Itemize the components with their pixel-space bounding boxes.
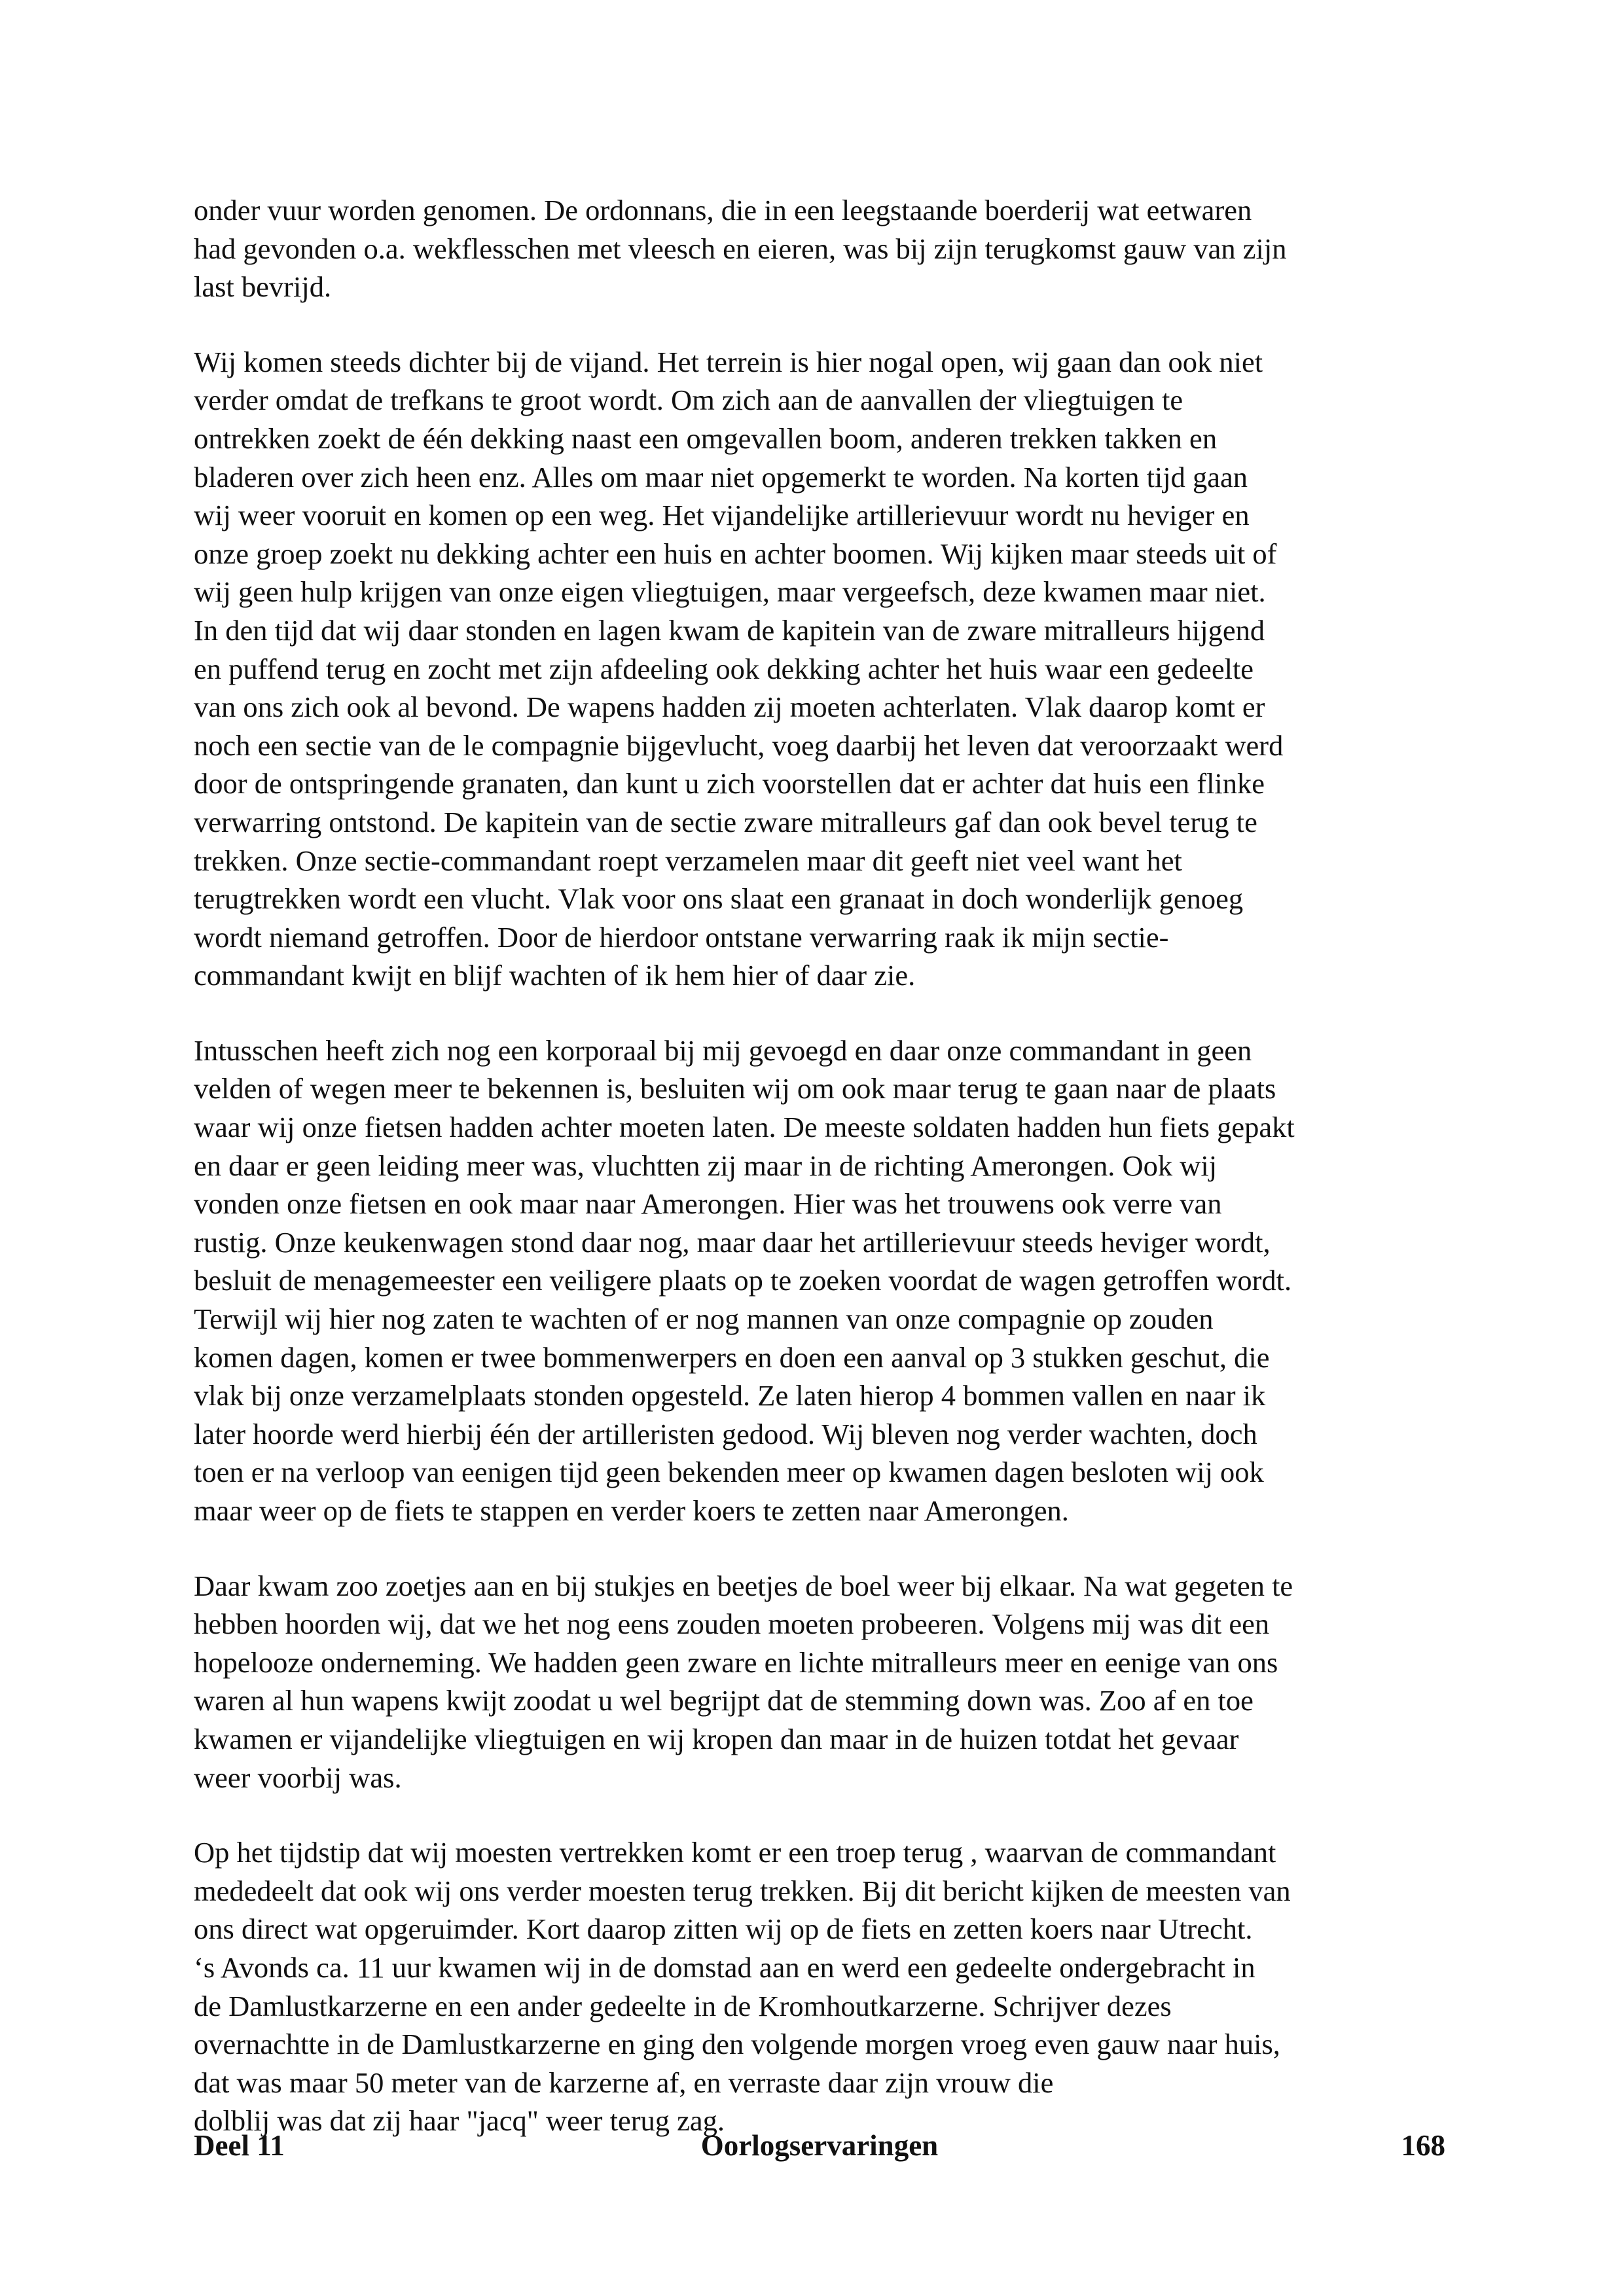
text-line: mededeelt dat ook wij ons verder moesten terug trekken. Bij dit bericht kijken de meesten van xyxy=(194,1874,1291,1907)
text-line: toen er na verloop van eenigen tijd geen bekenden meer op kwamen dagen besloten wij ook xyxy=(194,1456,1264,1489)
text-line: terugtrekken wordt een vlucht. Vlak voor ons slaat een granaat in doch wonderlijk genoeg xyxy=(194,882,1244,916)
text-line: last bevrijd. xyxy=(194,270,332,304)
paragraph xyxy=(194,1833,1445,2140)
text-line: Intusschen heeft zich nog een korporaal bij mij gevoegd en daar onze commandant in geen xyxy=(194,1033,1252,1067)
paragraph xyxy=(194,1567,1445,1797)
text-line: had gevonden o.a. wekflesschen met vleesch en eieren, was bij zijn terugkomst gauw van zijn xyxy=(194,232,1287,265)
text-line: Daar kwam zoo zoetjes aan en bij stukjes en beetjes de boel weer bij elkaar. Na wat gegeten te xyxy=(194,1569,1293,1602)
text-line: besluit de menagemeester een veiligere plaats op te zoeken voordat de wagen getroffen wordt. xyxy=(194,1264,1292,1297)
paragraph xyxy=(194,191,1445,306)
text-line: en daar er geen leiding meer was, vluchtten zij maar in de richting Amerongen. Ook wij xyxy=(194,1149,1218,1182)
page-footer xyxy=(194,2126,1445,2165)
text-line: weer voorbij was. xyxy=(194,1761,402,1794)
text-line: Wij komen steeds dichter bij de vijand. Het terrein is hier nogal open, wij gaan dan ook niet xyxy=(194,345,1263,378)
text-line: hebben hoorden wij, dat we het nog eens zouden moeten probeeren. Volgens mij was dit een xyxy=(194,1607,1270,1641)
document-body xyxy=(194,191,1445,2177)
text-line: de Damlustkarzerne en een ander gedeelte in de Kromhoutkarzerne. Schrijver dezes xyxy=(194,1989,1172,2022)
text-line: onder vuur worden genomen. De ordonnans, die in een leegstaande boerderij wat eetwaren xyxy=(194,194,1252,226)
text-line: commandant kwijt en blijf wachten of ik hem hier of daar zie. xyxy=(194,959,916,992)
text-line: kwamen er vijandelijke vliegtuigen en wij kropen dan maar in de huizen totdat het gevaar xyxy=(194,1722,1239,1755)
footer-page-number: 168 xyxy=(1401,2129,1445,2162)
text-line: overnachtte in de Damlustkarzerne en ging den volgende morgen vroeg even gauw naar huis, xyxy=(194,2028,1280,2061)
text-line: waren al hun wapens kwijt zoodat u wel begrijpt dat de stemming down was. Zoo af en toe xyxy=(194,1684,1254,1717)
text-line: later hoorde werd hierbij één der artilleristen gedood. Wij bleven nog verder wachten, doch xyxy=(194,1417,1257,1450)
text-line: vonden onze fietsen en ook maar naar Amerongen. Hier was het trouwens ook verre van xyxy=(194,1187,1222,1221)
text-line: ons direct wat opgeruimder. Kort daarop zitten wij op de fiets en zetten koers naar Utrecht. xyxy=(194,1912,1253,1946)
footer-part-label: Deel 11 xyxy=(194,2129,285,2162)
text-line: velden of wegen meer te bekennen is, besluiten wij om ook maar terug te gaan naar de plaats xyxy=(194,1072,1276,1105)
text-line: maar weer op de fiets te stappen en verder koers te zetten naar Amerongen. xyxy=(194,1494,1069,1527)
text-line: ontrekken zoekt de één dekking naast een omgevallen boom, anderen trekken takken en xyxy=(194,422,1218,455)
text-line: verwarring ontstond. De kapitein van de sectie zware mitralleurs gaf dan ook bevel terug te xyxy=(194,805,1257,838)
text-line: van ons zich ook al bevond. De wapens hadden zij moeten achterlaten. Vlak daarop komt er xyxy=(194,691,1265,724)
text-line: rustig. Onze keukenwagen stond daar nog, maar daar het artillerievuur steeds heviger wordt, xyxy=(194,1225,1271,1259)
text-line: dolblij was dat zij haar "jacq" weer terug zag. xyxy=(194,2104,725,2138)
text-line: ‘s Avonds ca. 11 uur kwamen wij in de domstad aan en werd een gedeelte ondergebracht in xyxy=(194,1950,1255,1984)
text-line: verder omdat de trefkans te groot wordt. Om zich aan de aanvallen der vliegtuigen te xyxy=(194,384,1183,417)
text-line: hopelooze onderneming. We hadden geen zware en lichte mitralleurs meer en eenige van ons xyxy=(194,1645,1278,1679)
text-line: In den tijd dat wij daar stonden en lagen kwam de kapitein van de zware mitralleurs hijgend xyxy=(194,613,1265,647)
text-line: bladeren over zich heen enz. Alles om maar niet opgemerkt te worden. Na korten tijd gaan xyxy=(194,460,1248,493)
text-line: Terwijl wij hier nog zaten te wachten of er nog mannen van onze compagnie op zouden xyxy=(194,1302,1214,1336)
text-line: Op het tijdstip dat wij moesten vertrekken komt er een troep terug , waarvan de commandant xyxy=(194,1836,1276,1869)
text-line: waar wij onze fietsen hadden achter moeten laten. De meeste soldaten hadden hun fiets gepakt xyxy=(194,1111,1295,1144)
text-line: en puffend terug en zocht met zijn afdeeling ook dekking achter het huis waar een gedeelte xyxy=(194,652,1254,685)
paragraph xyxy=(194,343,1445,995)
text-line: dat was maar 50 meter van de karzerne af, en verraste daar zijn vrouw die xyxy=(194,2066,1054,2099)
paragraph xyxy=(194,1031,1445,1530)
text-line: noch een sectie van de le compagnie bijgevlucht, voeg daarbij het leven dat veroorzaakt werd xyxy=(194,728,1284,762)
text-line: komen dagen, komen er twee bommenwerpers en doen een aanval op 3 stukken geschut, die xyxy=(194,1340,1270,1374)
text-line: onze groep zoekt nu dekking achter een huis en achter boomen. Wij kijken maar steeds uit of xyxy=(194,537,1277,570)
text-line: wordt niemand getroffen. Door de hierdoor ontstane verwarring raak ik mijn sectie- xyxy=(194,920,1169,954)
text-line: door de ontspringende granaten, dan kunt u zich voorstellen dat er achter dat huis een flinke xyxy=(194,767,1265,800)
text-line: wij weer vooruit en komen op een weg. Het vijandelijke artillerievuur wordt nu heviger en xyxy=(194,499,1250,532)
footer-document-title: Oorlogservaringen xyxy=(700,2129,939,2162)
text-line: wij geen hulp krijgen van onze eigen vliegtuigen, maar vergeefsch, deze kwamen maar niet. xyxy=(194,575,1266,609)
text-line: trekken. Onze sectie-commandant roept verzamelen maar dit geeft niet veel want het xyxy=(194,844,1182,877)
text-line: vlak bij onze verzamelplaats stonden opgesteld. Ze laten hierop 4 bommen vallen en naar ik xyxy=(194,1379,1266,1412)
